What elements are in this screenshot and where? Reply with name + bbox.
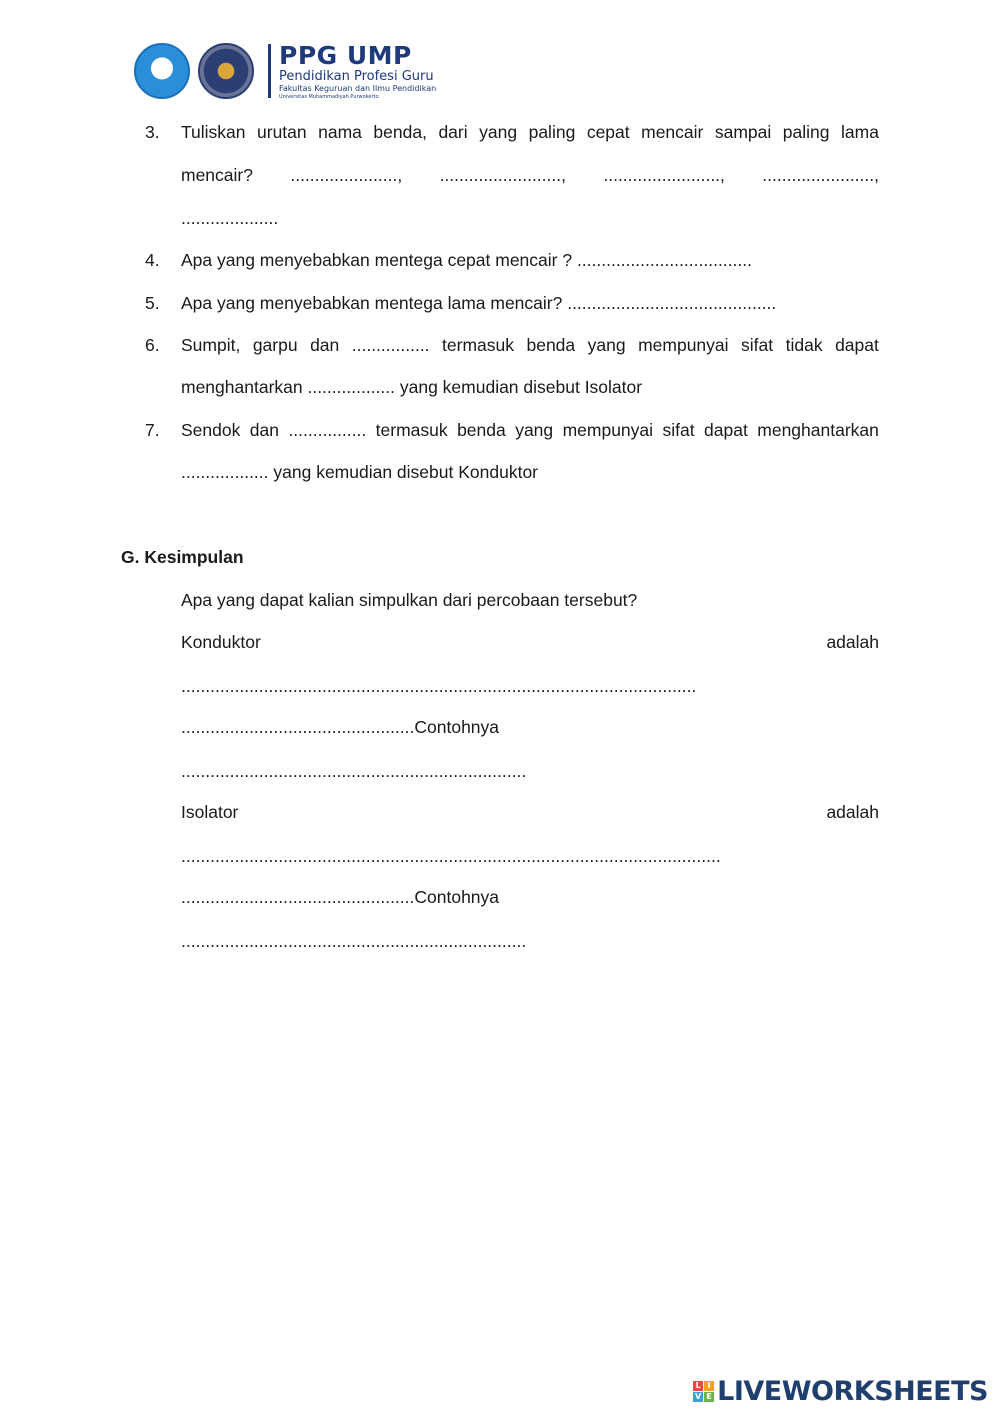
answer-blank[interactable]: ....................................................................... [181,761,527,781]
word: Sendok [181,420,241,440]
logo-letter: V [695,1392,702,1401]
answer-blank[interactable]: ............................................................................................................... [181,846,721,866]
conclusion-prompt: Apa yang dapat kalian simpulkan dari percobaan tersebut? [181,590,638,610]
word: Sumpit, [181,335,241,355]
answer-blank[interactable]: ......................., [762,165,879,185]
question-3-line-1 [181,122,879,142]
ump-seal-icon [198,43,254,99]
brand-university: Universitas Muhammadiyah Purwokerto [279,93,379,100]
konduktor-example-line[interactable]: ................................................Contohnya [181,717,500,737]
header-logos [134,40,436,102]
brand-subtitle: Pendidikan Profesi Guru [279,68,434,84]
word: mencair [641,122,704,142]
adalah-label: adalah [826,802,879,822]
answer-blank[interactable]: .......................................................................................................... [181,676,697,696]
question-number: 4. [145,250,160,270]
liveworksheets-brand [693,1376,988,1407]
question-7-line-2: .................. yang kemudian disebut Konduktor [181,462,538,482]
question-number: 6. [145,335,160,355]
brand-title: PPG UMP [279,40,412,70]
word: sifat [741,335,774,355]
word: benda, [373,122,427,142]
word: dari [438,122,468,142]
word: benda [457,420,506,440]
word: mempunyai [562,420,654,440]
word: dan [249,420,279,440]
word: tidak [785,335,823,355]
logo-letter: L [693,1381,703,1391]
logo-letter: I [704,1381,714,1391]
word: dapat [704,420,748,440]
question-6-line-2: menghantarkan .................. yang kemudian disebut Isolator [181,377,643,397]
isolator-row [181,802,879,822]
answer-blank[interactable]: ........................., [439,165,566,185]
word: termasuk [375,420,448,440]
question-5-text: Apa yang menyebabkan mentega lama mencair? ........................................... [181,293,777,313]
brand-block [279,40,437,100]
question-3-line-2 [181,165,879,185]
isolator-label: Isolator [181,802,239,822]
word: garpu [252,335,298,355]
adalah-label: adalah [826,632,879,652]
question-number: 7. [145,420,160,440]
header-divider [268,44,271,98]
isolator-example-line[interactable]: ................................................Contohnya [181,887,500,907]
word: yang [479,122,518,142]
word: dapat [835,335,879,355]
word: sifat [662,420,695,440]
question-7-line-1 [181,420,879,440]
answer-blank[interactable]: .................... [181,208,279,228]
question-4-text: Apa yang menyebabkan mentega cepat mencair ? .................................... [181,250,752,270]
word: paling [528,122,576,142]
word: termasuk [442,335,514,355]
answer-blank[interactable]: ........................, [603,165,725,185]
word: paling [782,122,830,142]
word: lama [841,122,879,142]
konduktor-label: Konduktor [181,632,261,652]
word: nama [318,122,362,142]
answer-blank[interactable]: ......................, [290,165,403,185]
konduktor-row [181,632,879,652]
brand-faculty: Fakultas Keguruan dan Ilmu Pendidikan [279,83,437,93]
question-number: 3. [145,122,160,142]
word: menghantarkan [757,420,879,440]
question-6-line-1 [181,335,879,355]
word: mempunyai [638,335,729,355]
kemdikbud-logo-icon [134,43,190,99]
answer-blank[interactable]: ................ [288,420,367,440]
word: yang [515,420,554,440]
answer-blank[interactable]: ................ [351,335,430,355]
word: benda [526,335,576,355]
liveworksheets-wordmark: LIVEWORKSHEETS [717,1376,988,1407]
word: cepat [586,122,630,142]
word: dan [310,335,340,355]
word: yang [587,335,626,355]
word: mencair? [181,165,253,185]
word: Tuliskan [181,122,246,142]
liveworksheets-logo-icon [693,1381,714,1402]
question-number: 5. [145,293,160,313]
answer-blank[interactable]: ....................................................................... [181,931,527,951]
logo-letter: E [704,1392,714,1402]
word: sampai [714,122,772,142]
section-title: G. Kesimpulan [121,547,244,567]
word: urutan [257,122,307,142]
